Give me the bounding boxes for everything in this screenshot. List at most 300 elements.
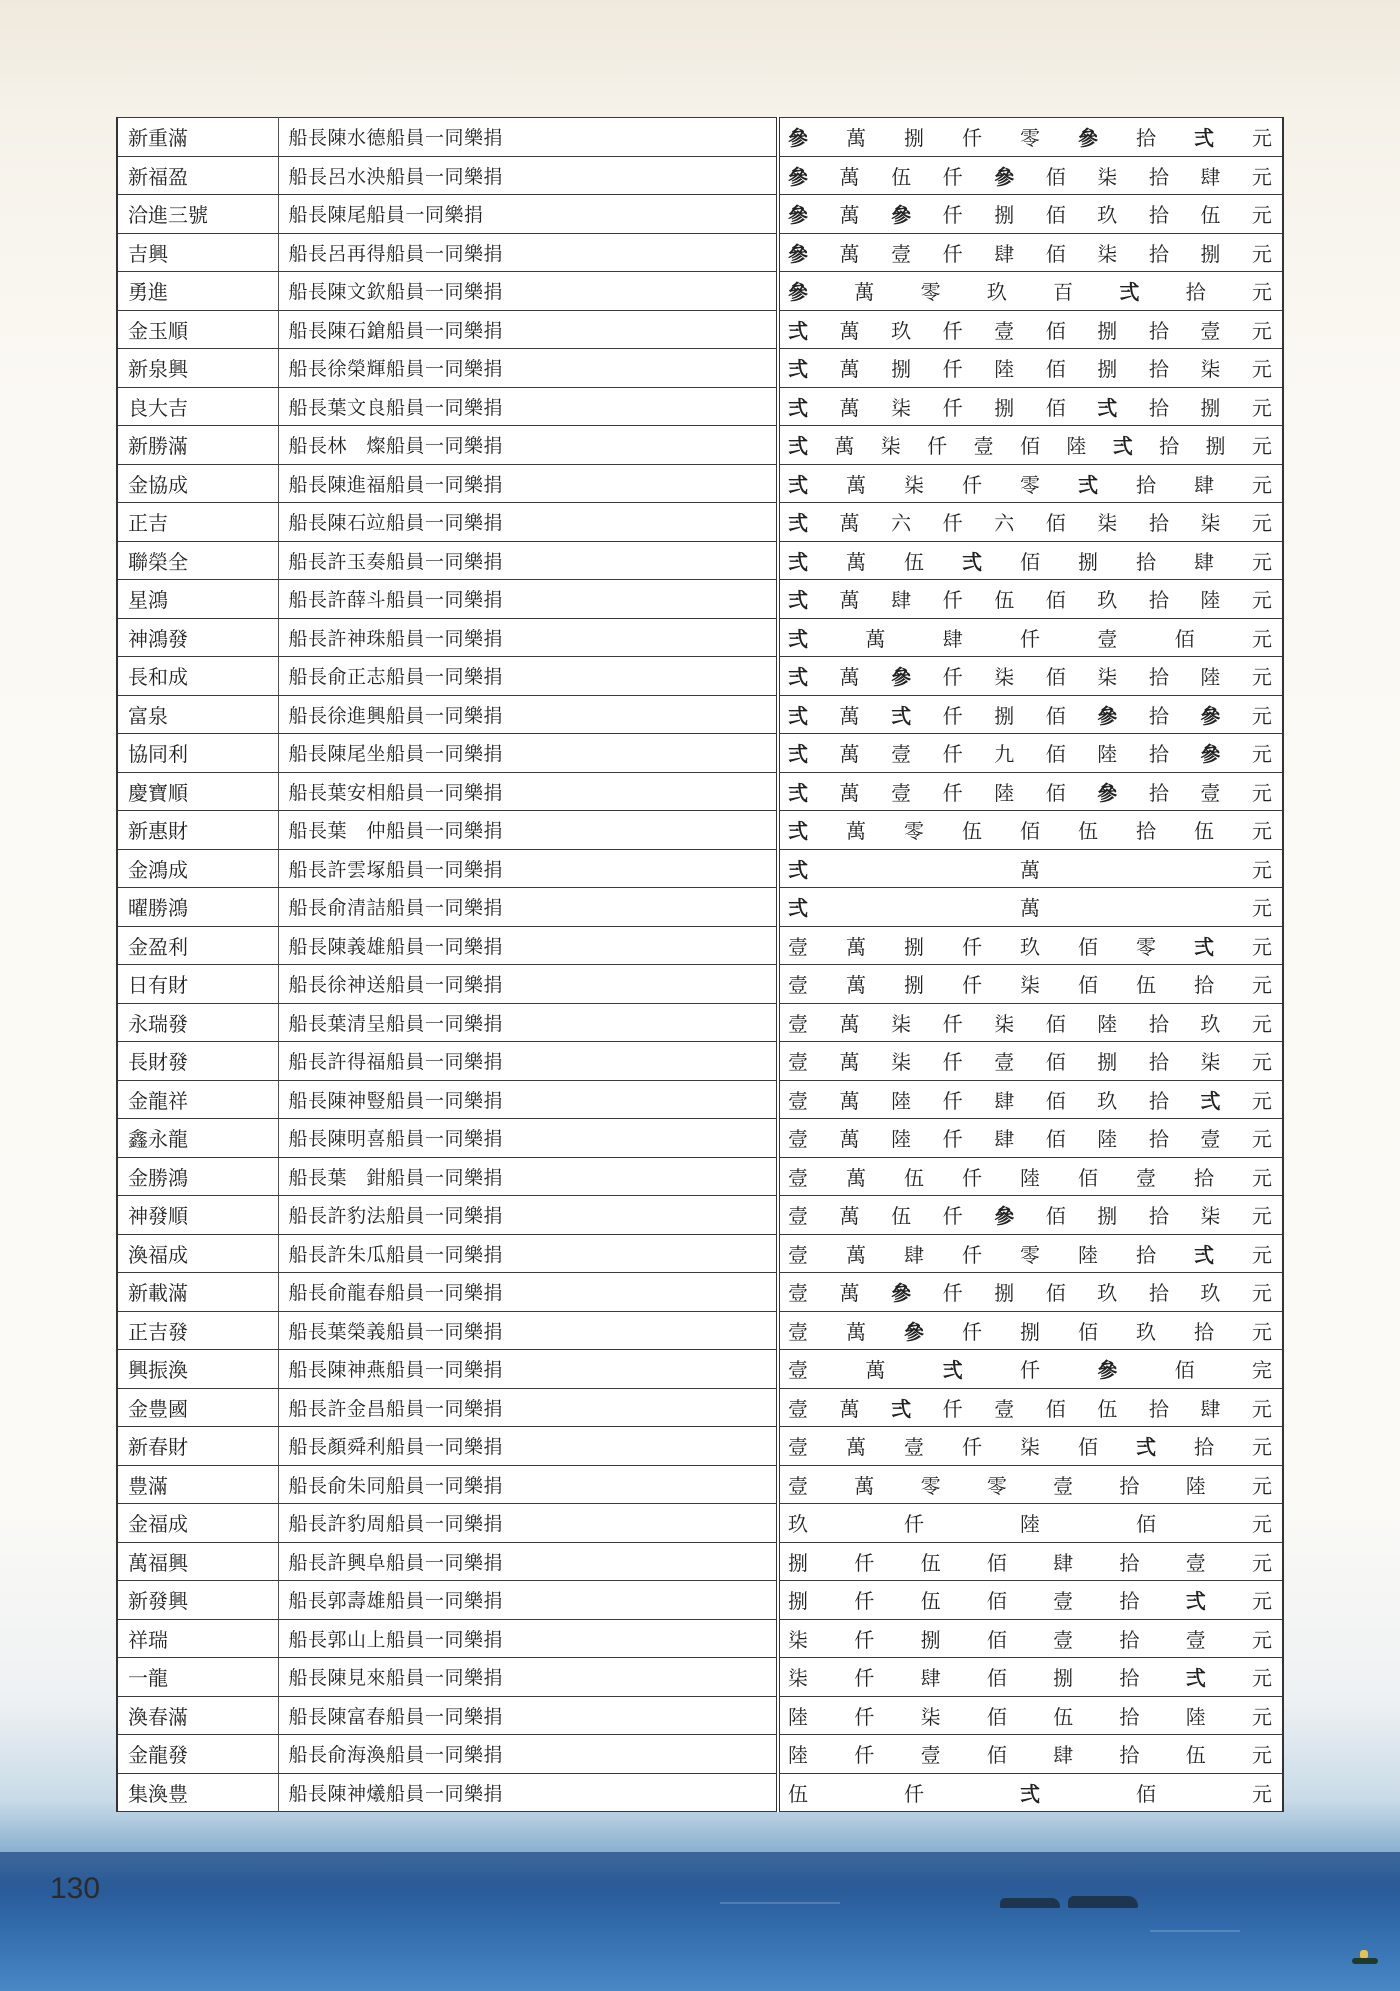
- amount-character: 柒: [1200, 511, 1221, 536]
- amount-character: 捌: [1020, 1319, 1040, 1344]
- donor-description: 船長陳進福船員一同樂捐: [278, 464, 778, 503]
- amount-character: 仟: [942, 1281, 963, 1306]
- boat-name: 金龍祥: [117, 1080, 278, 1119]
- amount-character: 拾: [1194, 1165, 1214, 1190]
- boat-name: 金鴻成: [117, 849, 278, 888]
- amount-character: 陸: [1185, 1704, 1206, 1729]
- amount-character: 元: [1252, 1165, 1272, 1190]
- donor-description: 船長郭壽雄船員一同樂捐: [278, 1581, 778, 1620]
- amount-character: 肆: [994, 1088, 1015, 1113]
- table-row: [117, 118, 1283, 157]
- amount-character: 柒: [1020, 973, 1040, 998]
- donation-amount: [778, 118, 1283, 157]
- amount-character: 壹: [1185, 1550, 1206, 1575]
- donor-description: 船長許薛斗船員一同樂捐: [278, 580, 778, 619]
- amount-character: 元: [1251, 318, 1272, 343]
- donor-description: 船長呂再得船員一同樂捐: [278, 233, 778, 272]
- amount-character: 元: [1251, 511, 1272, 536]
- amount-character: 肆: [1200, 1396, 1221, 1421]
- amount-character: 拾: [1119, 1589, 1140, 1614]
- donation-amount: [778, 541, 1283, 580]
- donation-amount: [778, 1542, 1283, 1581]
- amount-character: 捌: [994, 1281, 1015, 1306]
- amount-character: 陸: [1200, 665, 1221, 690]
- amount-character: 仟: [854, 1743, 875, 1768]
- amount-character: 柒: [1097, 241, 1118, 266]
- amount-character: 捌: [994, 203, 1015, 228]
- amount-character: 仟: [962, 1165, 982, 1190]
- donation-amount: [778, 1388, 1283, 1427]
- amount-character: 元: [1251, 1204, 1272, 1229]
- amount-character: 參: [994, 1204, 1015, 1229]
- table-row: [117, 1735, 1283, 1774]
- amount-character: 拾: [1148, 357, 1169, 382]
- amount-character: 九: [994, 742, 1015, 767]
- boat-name: 祥瑞: [117, 1619, 278, 1658]
- amount-character: 伍: [891, 164, 912, 189]
- boat-name: 洽進三號: [117, 195, 278, 234]
- amount-character: 零: [1020, 472, 1040, 497]
- amount-character: 萬: [839, 164, 860, 189]
- amount-character: 捌: [994, 703, 1015, 728]
- donor-description: 船長葉清呈船員一同樂捐: [278, 1003, 778, 1042]
- donor-description: 船長郭山上船員一同樂捐: [278, 1619, 778, 1658]
- amount-character: 參: [788, 126, 808, 151]
- boat-name: 富泉: [117, 695, 278, 734]
- amount-character: 拾: [1136, 819, 1156, 844]
- table-row: [117, 156, 1283, 195]
- boat-name: 鑫永龍: [117, 1119, 278, 1158]
- amount-character: 壹: [788, 1396, 808, 1421]
- amount-character: 柒: [1097, 164, 1118, 189]
- amount-character: 拾: [1148, 395, 1169, 420]
- amount-character: 拾: [1119, 1473, 1140, 1498]
- donor-description: 船長徐進興船員一同樂捐: [278, 695, 778, 734]
- amount-character: 佰: [1045, 511, 1066, 536]
- donor-description: 船長許豹周船員一同樂捐: [278, 1504, 778, 1543]
- table-row: [117, 1273, 1283, 1312]
- amount-character: 弍: [788, 357, 808, 382]
- amount-character: 萬: [834, 434, 855, 459]
- amount-character: 萬: [846, 1165, 866, 1190]
- donor-description: 船長陳富春船員一同樂捐: [278, 1696, 778, 1735]
- amount-character: 拾: [1148, 318, 1169, 343]
- donation-amount: [778, 965, 1283, 1004]
- kayak: [1352, 1958, 1378, 1964]
- amount-character: 仟: [962, 472, 982, 497]
- amount-character: 玖: [986, 280, 1007, 305]
- donor-description: 船長葉 鉗船員一同樂捐: [278, 1157, 778, 1196]
- amount-character: 六: [891, 511, 912, 536]
- donor-description: 船長許朱瓜船員一同樂捐: [278, 1234, 778, 1273]
- donor-description: 船長葉 仲船員一同樂捐: [278, 811, 778, 850]
- amount-character: 捌: [1200, 241, 1221, 266]
- amount-character: 仟: [962, 1435, 982, 1460]
- amount-character: 拾: [1148, 164, 1169, 189]
- amount-character: 元: [1251, 1281, 1272, 1306]
- amount-character: 參: [891, 1281, 912, 1306]
- donation-amount: [778, 464, 1283, 503]
- table-row: [117, 195, 1283, 234]
- boat-name: 新泉興: [117, 349, 278, 388]
- amount-character: 拾: [1136, 1242, 1156, 1267]
- amount-character: 伍: [904, 1165, 924, 1190]
- amount-character: 萬: [839, 1204, 860, 1229]
- amount-character: 萬: [839, 780, 860, 805]
- amount-character: 參: [1097, 780, 1118, 805]
- amount-character: 仟: [854, 1704, 875, 1729]
- amount-character: 伍: [920, 1550, 941, 1575]
- amount-character: 弍: [788, 896, 808, 921]
- amount-character: 萬: [839, 318, 860, 343]
- amount-character: 弍: [788, 857, 808, 882]
- donation-amount: [778, 1735, 1283, 1774]
- amount-character: 弍: [788, 318, 808, 343]
- amount-character: 捌: [788, 1589, 808, 1614]
- amount-character: 佰: [1078, 1165, 1098, 1190]
- amount-character: 元: [1251, 395, 1272, 420]
- amount-character: 玖: [1097, 1088, 1118, 1113]
- amount-character: 佰: [1045, 780, 1066, 805]
- amount-character: 弍: [788, 511, 808, 536]
- amount-character: 陸: [1185, 1473, 1206, 1498]
- donation-amount: [778, 426, 1283, 465]
- amount-character: 萬: [839, 511, 860, 536]
- amount-character: 伍: [788, 1781, 808, 1806]
- amount-character: 仟: [854, 1627, 875, 1652]
- amount-character: 柒: [994, 1011, 1015, 1036]
- amount-character: 參: [904, 1319, 924, 1344]
- boat-name: 勇進: [117, 272, 278, 311]
- amount-character: 陸: [1097, 1011, 1118, 1036]
- amount-character: 元: [1252, 472, 1272, 497]
- amount-character: 拾: [1194, 1435, 1214, 1460]
- amount-character: 元: [1251, 1550, 1272, 1575]
- amount-character: 參: [788, 241, 808, 266]
- amount-character: 壹: [1200, 318, 1221, 343]
- amount-character: 元: [1252, 896, 1272, 921]
- amount-character: 壹: [788, 1050, 808, 1075]
- amount-character: 弍: [1185, 1666, 1206, 1691]
- amount-character: 陸: [788, 1704, 808, 1729]
- amount-character: 壹: [788, 1473, 808, 1498]
- amount-character: 壹: [891, 742, 912, 767]
- amount-character: 拾: [1185, 280, 1206, 305]
- wave-line: [720, 1902, 840, 1904]
- table-row: [117, 1465, 1283, 1504]
- table-row: [117, 657, 1283, 696]
- donor-description: 船長陳文欽船員一同樂捐: [278, 272, 778, 311]
- donation-amount: [778, 1658, 1283, 1697]
- amount-character: 伍: [1053, 1704, 1074, 1729]
- donation-amount: [778, 580, 1283, 619]
- amount-character: 仟: [854, 1550, 875, 1575]
- amount-character: 柒: [1097, 665, 1118, 690]
- amount-character: 仟: [942, 1011, 963, 1036]
- amount-character: 壹: [1200, 1127, 1221, 1152]
- amount-character: 拾: [1148, 1011, 1169, 1036]
- amount-character: 弍: [788, 434, 808, 459]
- table-row: [117, 1427, 1283, 1466]
- amount-character: 仟: [942, 395, 963, 420]
- amount-character: 柒: [920, 1704, 941, 1729]
- amount-character: 捌: [904, 126, 924, 151]
- amount-character: 萬: [846, 973, 866, 998]
- table-row: [117, 1119, 1283, 1158]
- amount-character: 萬: [846, 549, 866, 574]
- amount-character: 參: [1078, 126, 1098, 151]
- boat-name: 渙福成: [117, 1234, 278, 1273]
- boat-name: 曜勝鴻: [117, 888, 278, 927]
- amount-character: 弍: [788, 626, 808, 651]
- amount-character: 萬: [1020, 857, 1040, 882]
- amount-character: 佰: [986, 1743, 1007, 1768]
- donor-description: 船長許興阜船員一同樂捐: [278, 1542, 778, 1581]
- page-number: 130: [50, 1872, 101, 1905]
- amount-character: 柒: [891, 1050, 912, 1075]
- amount-character: 弍: [1136, 1435, 1156, 1460]
- amount-character: 萬: [865, 1358, 886, 1383]
- amount-character: 拾: [1148, 1204, 1169, 1229]
- donor-description: 船長俞朱同船員一同樂捐: [278, 1465, 778, 1504]
- amount-character: 佰: [1045, 1127, 1066, 1152]
- amount-character: 陸: [994, 780, 1015, 805]
- amount-character: 弍: [942, 1358, 963, 1383]
- amount-character: 佰: [1045, 357, 1066, 382]
- amount-character: 拾: [1148, 742, 1169, 767]
- donor-description: 船長俞正志船員一同樂捐: [278, 657, 778, 696]
- table-row: [117, 1773, 1283, 1812]
- amount-character: 仟: [942, 241, 963, 266]
- amount-character: 拾: [1148, 1396, 1169, 1421]
- amount-character: 萬: [839, 742, 860, 767]
- amount-character: 零: [1136, 934, 1156, 959]
- amount-character: 壹: [1136, 1165, 1156, 1190]
- amount-character: 捌: [920, 1627, 941, 1652]
- amount-character: 萬: [839, 1281, 860, 1306]
- donor-description: 船長陳見來船員一同樂捐: [278, 1658, 778, 1697]
- amount-character: 捌: [1053, 1666, 1074, 1691]
- donor-description: 船長陳石鎗船員一同樂捐: [278, 310, 778, 349]
- amount-character: 仟: [942, 665, 963, 690]
- donor-description: 船長呂水泱船員一同樂捐: [278, 156, 778, 195]
- amount-character: 弍: [891, 1396, 912, 1421]
- amount-character: 拾: [1148, 1127, 1169, 1152]
- amount-character: 弍: [788, 588, 808, 613]
- amount-character: 壹: [891, 241, 912, 266]
- amount-character: 佰: [1174, 1358, 1195, 1383]
- amount-character: 捌: [904, 934, 924, 959]
- amount-character: 弍: [1078, 472, 1098, 497]
- amount-character: 元: [1252, 549, 1272, 574]
- amount-character: 元: [1252, 1512, 1272, 1537]
- amount-character: 陸: [1020, 1512, 1040, 1537]
- amount-character: 玖: [1097, 1281, 1118, 1306]
- amount-character: 萬: [839, 395, 860, 420]
- amount-character: 佰: [1045, 703, 1066, 728]
- amount-character: 佰: [1045, 318, 1066, 343]
- donation-amount: [778, 387, 1283, 426]
- amount-character: 壹: [788, 1088, 808, 1113]
- amount-character: 萬: [839, 1050, 860, 1075]
- amount-character: 萬: [846, 934, 866, 959]
- amount-character: 零: [904, 819, 924, 844]
- amount-character: 肆: [920, 1666, 941, 1691]
- amount-character: 元: [1252, 1781, 1272, 1806]
- table-row: [117, 272, 1283, 311]
- amount-character: 弍: [1185, 1589, 1206, 1614]
- amount-character: 壹: [1053, 1473, 1074, 1498]
- amount-character: 元: [1252, 934, 1272, 959]
- amount-character: 佰: [986, 1589, 1007, 1614]
- donor-description: 船長林 燦船員一同樂捐: [278, 426, 778, 465]
- amount-character: 元: [1252, 857, 1272, 882]
- amount-character: 萬: [839, 241, 860, 266]
- boat-name: 聯榮全: [117, 541, 278, 580]
- boat-name: 金勝鴻: [117, 1157, 278, 1196]
- donation-amount: [778, 888, 1283, 927]
- amount-character: 捌: [904, 973, 924, 998]
- amount-character: 拾: [1148, 1281, 1169, 1306]
- amount-character: 陸: [891, 1127, 912, 1152]
- boat-name: 新發興: [117, 1581, 278, 1620]
- amount-character: 佰: [1045, 588, 1066, 613]
- table-row: [117, 965, 1283, 1004]
- table-row: [117, 1196, 1283, 1235]
- amount-character: 元: [1251, 1396, 1272, 1421]
- amount-character: 陸: [1020, 1165, 1040, 1190]
- table-row: [117, 233, 1283, 272]
- donor-description: 船長陳明喜船員一同樂捐: [278, 1119, 778, 1158]
- amount-character: 元: [1251, 1704, 1272, 1729]
- amount-character: 佰: [1045, 1011, 1066, 1036]
- donor-description: 船長俞海渙船員一同樂捐: [278, 1735, 778, 1774]
- amount-character: 參: [891, 665, 912, 690]
- donor-description: 船長陳神豎船員一同樂捐: [278, 1080, 778, 1119]
- amount-character: 壹: [973, 434, 994, 459]
- amount-character: 仟: [1019, 1358, 1040, 1383]
- donation-amount: [778, 695, 1283, 734]
- amount-character: 壹: [1053, 1627, 1074, 1652]
- donor-description: 船長陳神燕船員一同樂捐: [278, 1350, 778, 1389]
- amount-character: 肆: [994, 1127, 1015, 1152]
- amount-character: 弍: [788, 780, 808, 805]
- amount-character: 玖: [1097, 588, 1118, 613]
- donation-amount: [778, 1119, 1283, 1158]
- amount-character: 仟: [1019, 626, 1040, 651]
- donor-description: 船長徐神送船員一同樂捐: [278, 965, 778, 1004]
- amount-character: 佰: [1045, 665, 1066, 690]
- sea-background: [0, 1852, 1400, 1991]
- amount-character: 萬: [839, 1127, 860, 1152]
- amount-character: 柒: [994, 665, 1015, 690]
- amount-character: 陸: [788, 1743, 808, 1768]
- boat-name: 永瑞發: [117, 1003, 278, 1042]
- amount-character: 柒: [880, 434, 901, 459]
- table-row: [117, 1350, 1283, 1389]
- amount-character: 壹: [788, 1435, 808, 1460]
- amount-character: 拾: [1148, 703, 1169, 728]
- amount-character: 參: [1097, 703, 1118, 728]
- boat-name: 金福成: [117, 1504, 278, 1543]
- amount-character: 參: [994, 164, 1015, 189]
- donation-amount: [778, 1311, 1283, 1350]
- boat-name: 渙春滿: [117, 1696, 278, 1735]
- amount-character: 柒: [1097, 511, 1118, 536]
- wave-line: [1150, 1930, 1240, 1932]
- amount-character: 拾: [1148, 588, 1169, 613]
- amount-character: 陸: [1097, 742, 1118, 767]
- table-row: [117, 1042, 1283, 1081]
- donation-amount: [778, 1427, 1283, 1466]
- amount-character: 陸: [1097, 1127, 1118, 1152]
- amount-character: 弍: [1194, 1242, 1214, 1267]
- amount-character: 參: [788, 164, 808, 189]
- amount-character: 拾: [1194, 973, 1214, 998]
- boat-name: 正吉: [117, 503, 278, 542]
- boat-name: 新春財: [117, 1427, 278, 1466]
- amount-character: 萬: [846, 472, 866, 497]
- amount-character: 弍: [788, 472, 808, 497]
- amount-character: 拾: [1148, 780, 1169, 805]
- amount-character: 弍: [788, 819, 808, 844]
- amount-character: 佰: [986, 1704, 1007, 1729]
- amount-character: 捌: [1097, 1204, 1118, 1229]
- amount-character: 伍: [1097, 1396, 1118, 1421]
- amount-character: 弍: [788, 549, 808, 574]
- donation-amount: [778, 657, 1283, 696]
- donor-description: 船長陳水德船員一同樂捐: [278, 118, 778, 157]
- amount-character: 壹: [788, 1011, 808, 1036]
- amount-character: 捌: [891, 357, 912, 382]
- amount-character: 柒: [904, 472, 924, 497]
- amount-character: 萬: [854, 280, 875, 305]
- amount-character: 佰: [1045, 742, 1066, 767]
- table-row: [117, 503, 1283, 542]
- amount-character: 柒: [1200, 1050, 1221, 1075]
- amount-character: 伍: [1185, 1743, 1206, 1768]
- distant-rock: [1068, 1896, 1138, 1908]
- amount-character: 陸: [994, 357, 1015, 382]
- amount-character: 壹: [904, 1435, 924, 1460]
- amount-character: 元: [1251, 280, 1272, 305]
- amount-character: 玖: [1097, 203, 1118, 228]
- amount-character: 元: [1251, 626, 1272, 651]
- amount-character: 柒: [788, 1627, 808, 1652]
- amount-character: 壹: [788, 973, 808, 998]
- amount-character: 拾: [1148, 1050, 1169, 1075]
- donor-description: 船長顏舜利船員一同樂捐: [278, 1427, 778, 1466]
- amount-character: 仟: [927, 434, 948, 459]
- donation-amount: [778, 734, 1283, 773]
- amount-character: 佰: [1045, 1396, 1066, 1421]
- donor-description: 船長陳尾船員一同樂捐: [278, 195, 778, 234]
- boat-name: 慶寶順: [117, 772, 278, 811]
- amount-character: 萬: [839, 1088, 860, 1113]
- boat-name: 協同利: [117, 734, 278, 773]
- amount-character: 百: [1053, 280, 1074, 305]
- amount-character: 弍: [788, 395, 808, 420]
- amount-character: 參: [788, 203, 808, 228]
- amount-character: 佰: [1045, 1281, 1066, 1306]
- boat-name: 神發順: [117, 1196, 278, 1235]
- amount-character: 壹: [994, 1050, 1015, 1075]
- amount-character: 佰: [1078, 1435, 1098, 1460]
- table-row: [117, 1581, 1283, 1620]
- amount-character: 捌: [1097, 1050, 1118, 1075]
- donation-amount: [778, 1696, 1283, 1735]
- amount-character: 捌: [994, 395, 1015, 420]
